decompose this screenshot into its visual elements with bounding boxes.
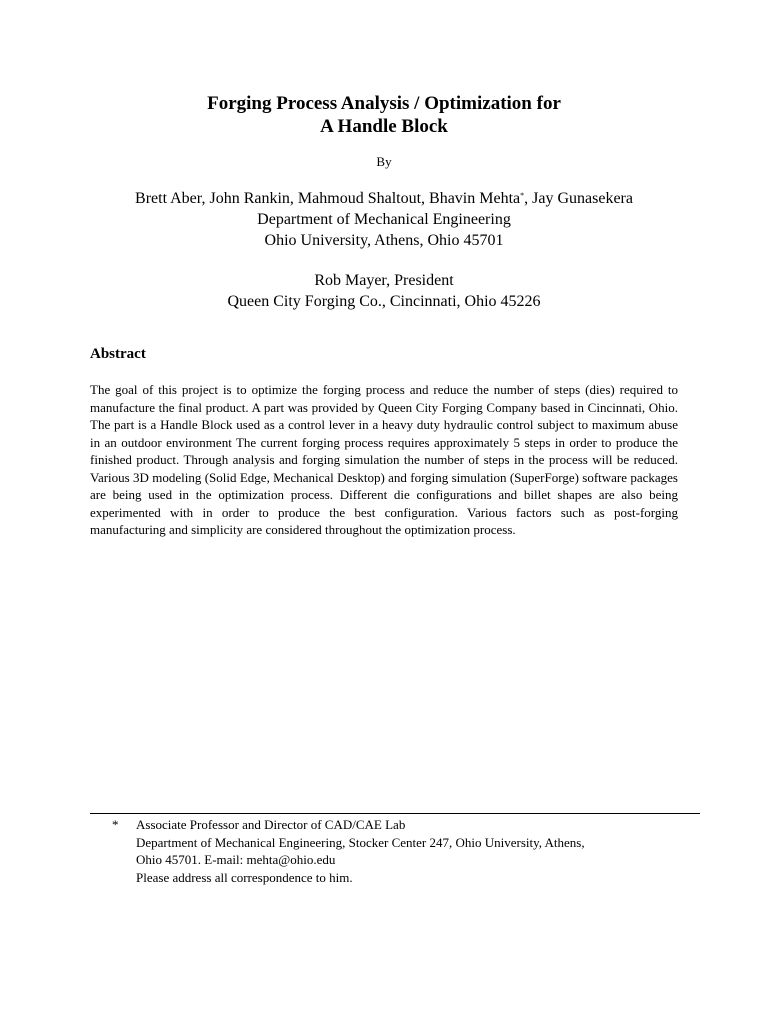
footnote-line-4: Please address all correspondence to him. <box>136 869 353 885</box>
industry-company: Queen City Forging Co., Cincinnati, Ohio 45226 <box>227 293 541 310</box>
footnote-line-3: Ohio 45701. E-mail: mehta@ohio.edu <box>136 852 336 867</box>
author-university: Ohio University, Athens, Ohio 45701 <box>264 232 504 249</box>
title-line-2: A Handle Block <box>320 116 448 137</box>
author-names <box>0 188 768 209</box>
author-names-part-1: Brett Aber, John Rankin, Mahmoud Shaltout, Bhavin Mehta <box>135 190 521 207</box>
industry-affiliation <box>0 270 768 312</box>
by-label: By <box>376 154 392 169</box>
abstract-text: The goal of this project is to optimize the forging process and reduce the number of steps (dies) required to manufacture the final product. A part was provided by Queen City Forging Company based in Cincinnati, Ohio. The part is a Handle Block used as a control lever in a heavy duty hydraulic control subject to maximum abuse in an outdoor environment The current forging process requires approximately 5 steps in order to produce the finished product. Through analysis and forging simulation the number of steps in the process will be reduced. Various 3D modeling (Solid Edge, Mechanical Desktop) and forging simulation (SuperForge) software packages are being used in the optimization process. Different die configurations and billet shapes are also being experimented with in order to produce the best configuration. Various factors such as post-forging manufacturing and simplicity are considered throughout the optimization process. <box>90 382 678 537</box>
footnote-line-1: Associate Professor and Director of CAD/CAE Lab <box>136 817 406 832</box>
footnote-mark: * <box>112 817 119 832</box>
author-footnote-mark: * <box>520 191 525 200</box>
author-department: Department of Mechanical Engineering <box>257 211 511 228</box>
title-line-1: Forging Process Analysis / Optimization for <box>207 93 561 114</box>
footnote-line-2: Department of Mechanical Engineering, Stocker Center 247, Ohio University, Athens, <box>136 834 585 850</box>
abstract-heading: Abstract <box>90 346 146 362</box>
paper-title <box>0 92 768 138</box>
author-block <box>0 188 768 251</box>
industry-person: Rob Mayer, President <box>314 272 454 289</box>
author-names-part-2: , Jay Gunasekera <box>524 190 633 207</box>
footnote-text <box>136 816 696 886</box>
footnote-divider <box>90 813 700 814</box>
